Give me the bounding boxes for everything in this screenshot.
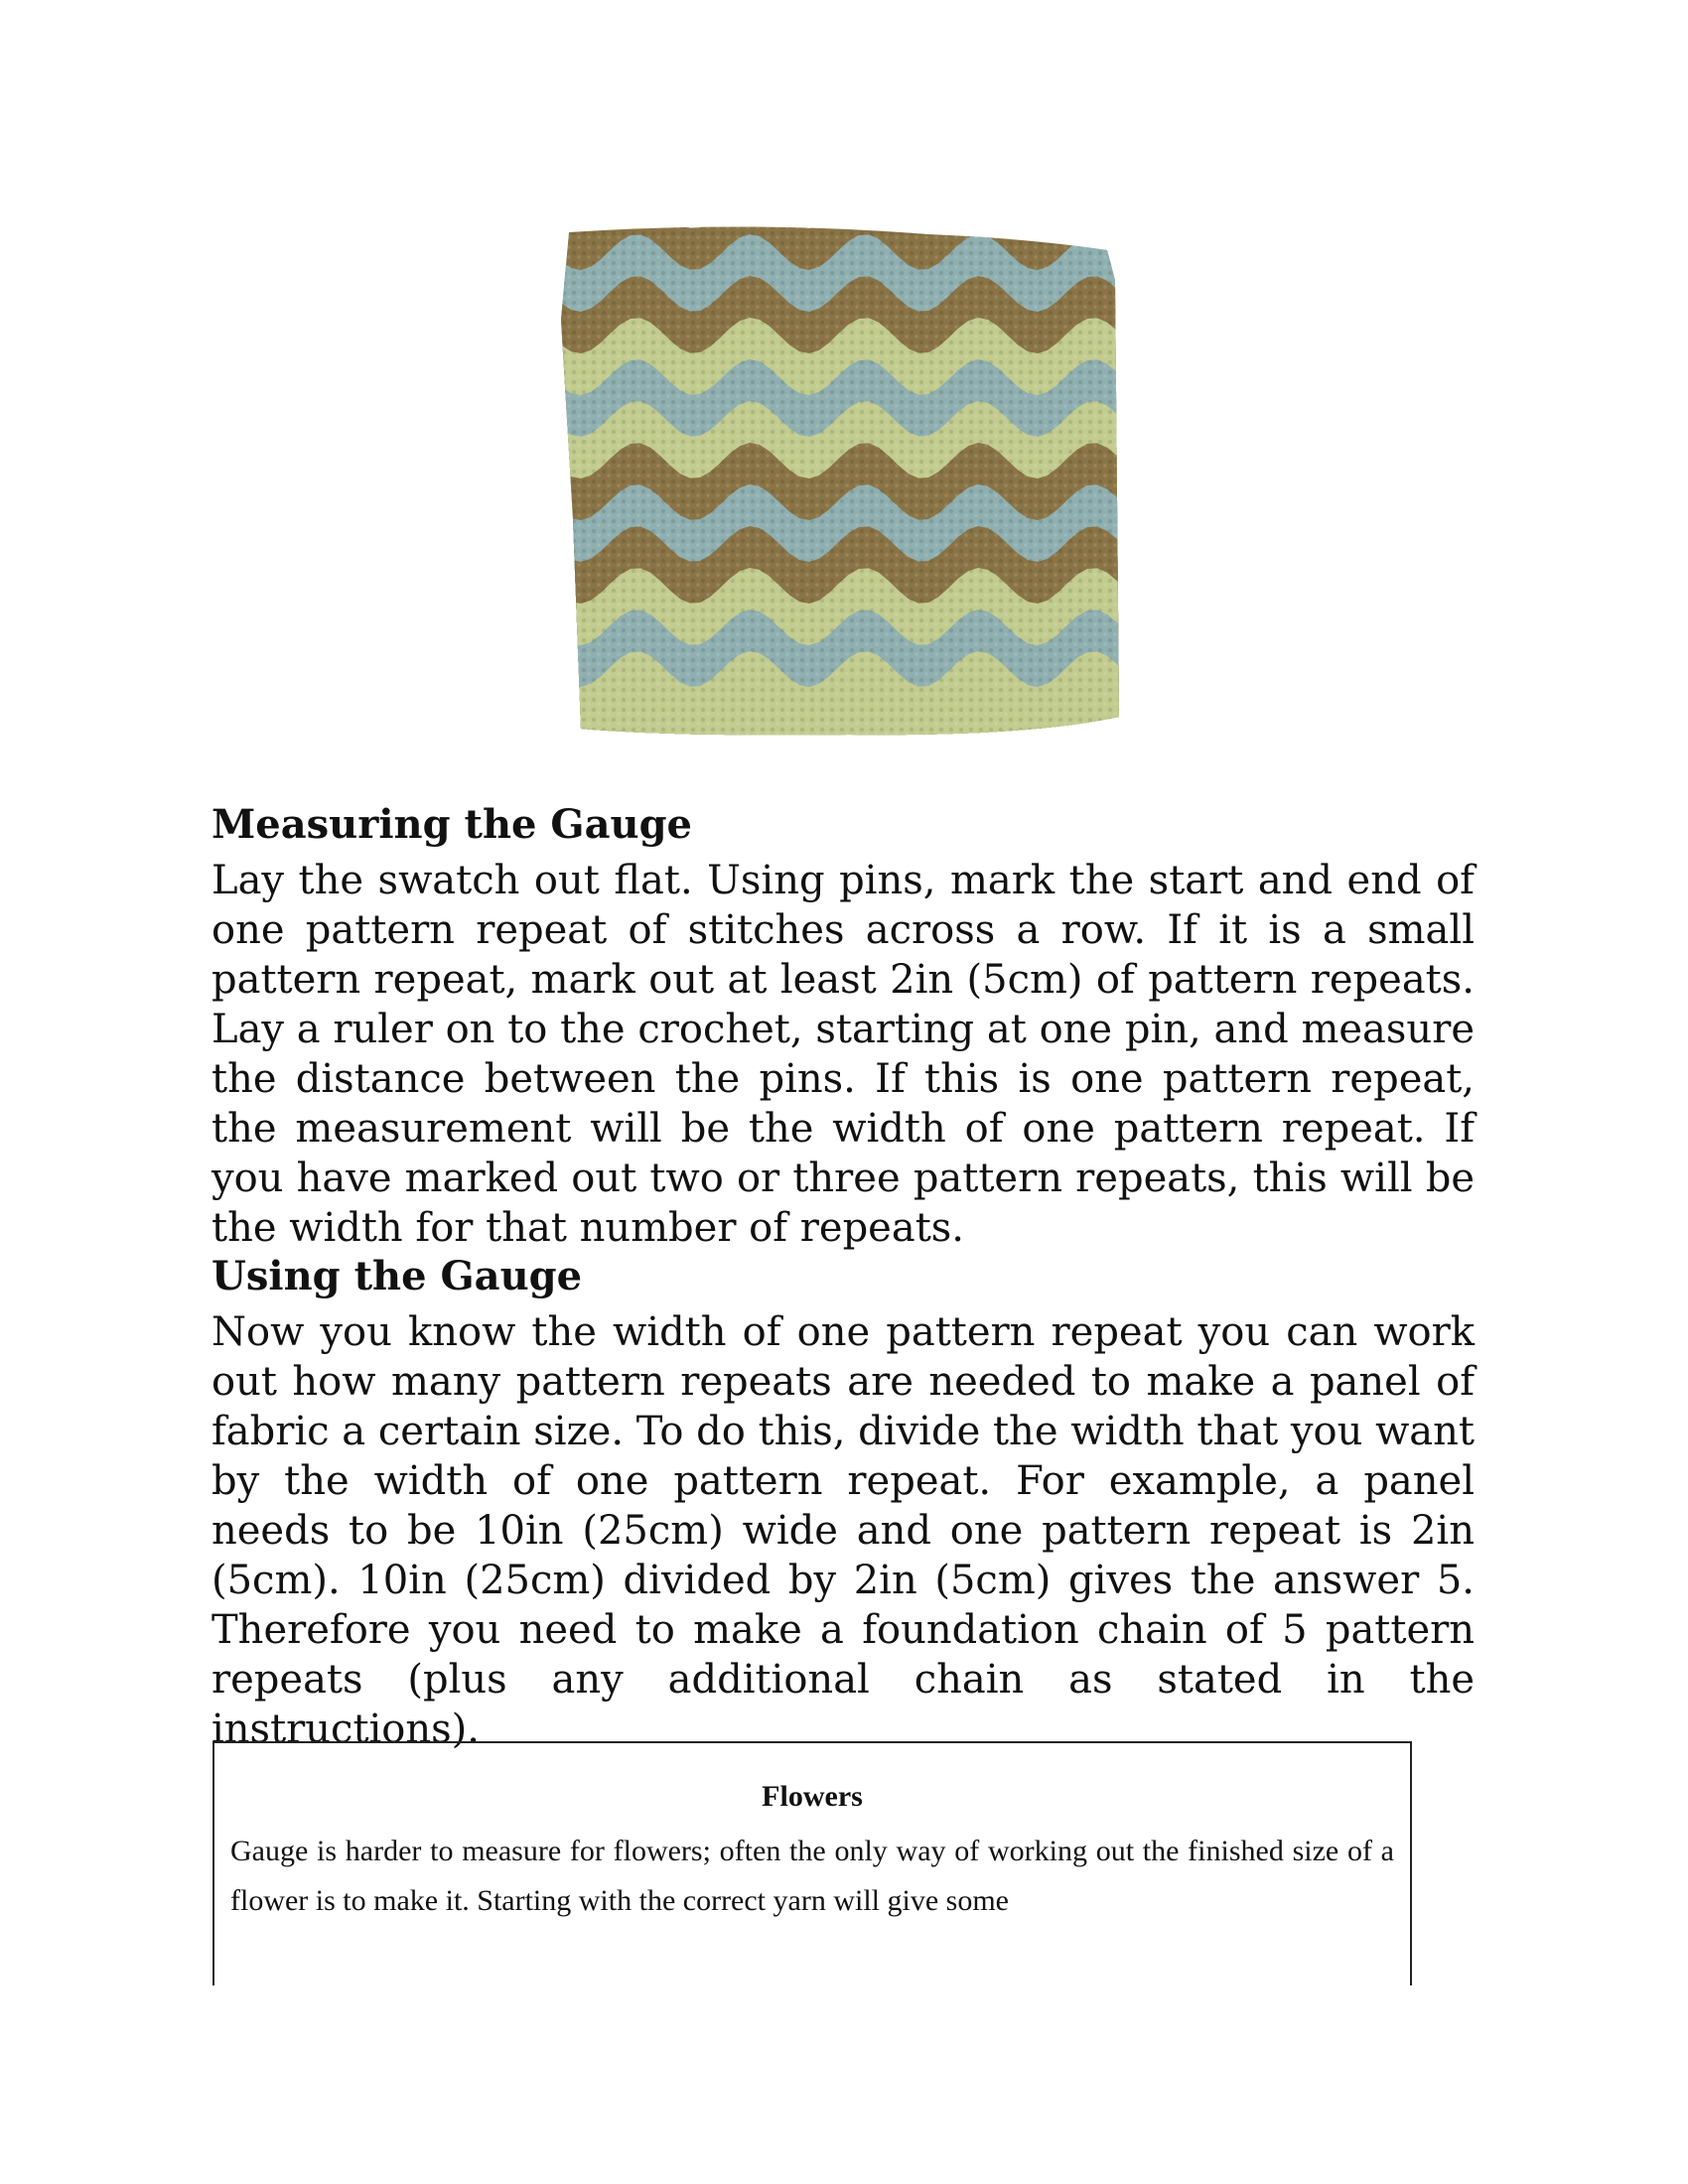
using-paragraph: Now you know the width of one pattern repeat you can work out how many pattern repeats are needed to make a panel of fabric a certain size. To do this, divide the width that you want by the width of one pattern repeat. For example, a panel needs to be 10in (25cm) wide and one pattern repeat is 2in (5cm). 10in (25cm) divided by 2in (5cm) gives the answer 5. Therefore you need to make a foundation chain of 5 pattern repeats (plus any additional chain as stated in the instructions). — [211, 1309, 1475, 1752]
measuring-heading: Measuring the Gauge — [211, 801, 693, 848]
using-section — [211, 1252, 1475, 1754]
flowers-text: Gauge is harder to measure for flowers; often the only way of working out the finished size of a flower is to make it. Starting with the correct yarn will give some — [230, 1835, 1394, 1917]
using-heading: Using the Gauge — [211, 1253, 583, 1299]
swatch-graphic — [551, 220, 1122, 742]
flowers-title: Flowers — [762, 1780, 863, 1813]
measuring-section — [211, 800, 1475, 1253]
flowers-sidebar-box — [212, 1741, 1412, 1985]
measuring-paragraph: Lay the swatch out flat. Using pins, mark the start and end of one pattern repeat of stitches across a row. If it is a small pattern repeat, mark out at least 2in (5cm) of pattern repeats. Lay a ruler on to the crochet, starting at one pin, and measure the distance between the pins. If this is one pattern repeat, the measurement will be the width of one pattern repeat. If you have marked out two or three pattern repeats, this will be the width for that number of repeats. — [211, 858, 1475, 1251]
crochet-swatch-image — [551, 220, 1122, 742]
